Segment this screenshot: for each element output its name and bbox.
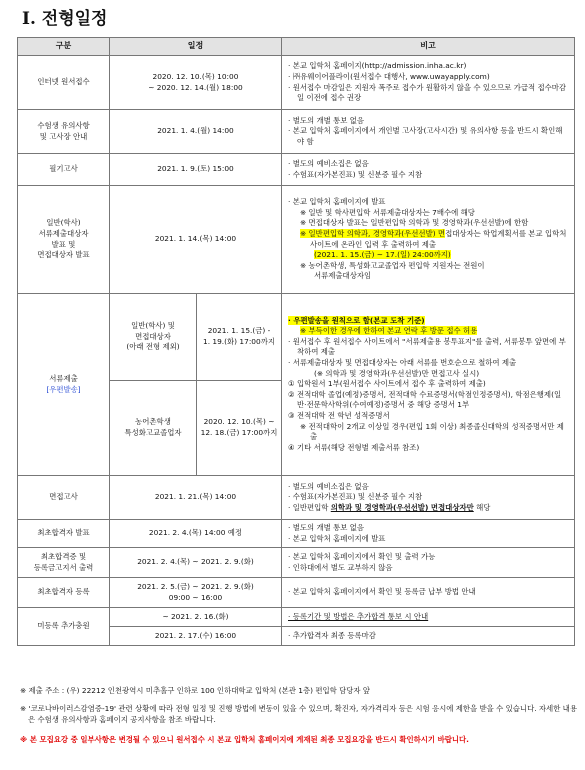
date-interview: 2021. 1. 21.(목) 14:00 xyxy=(110,476,282,520)
row-final-announcement xyxy=(18,520,575,548)
note-interview xyxy=(282,476,575,520)
date-line: 09:00 ~ 16:00 xyxy=(168,592,223,602)
header-note: 비고 xyxy=(282,38,575,56)
label-line: (아래 전형 제외) xyxy=(126,342,180,352)
docs-group-rural-label xyxy=(110,381,197,475)
date-line: 1. 19.(화) 17:00까지 xyxy=(203,337,275,346)
footer-warning: ※ 본 모집요강 중 일부사항은 변경될 수 있으니 원서접수 시 본교 입학처 홈페이지에 게재된 최종 모집요강을 반드시 확인하시기 바랍니다. xyxy=(20,735,469,744)
note-announce xyxy=(282,186,575,294)
note-line: ※ 농어촌학생, 특성화고교졸업자 편입학 지원자는 전원이 xyxy=(300,260,485,270)
highlight-text: ※ 일반편입학 의학과, 경영학과(우선선발) 면 xyxy=(300,228,446,238)
note-line: ① 입학원서 1부(원서접수 사이트에서 접수 후 출력하여 제출) xyxy=(288,379,486,389)
row-document-announcement xyxy=(18,186,575,294)
note-final xyxy=(282,520,575,548)
label-notice xyxy=(18,110,110,154)
note-line: · 별도의 개별 통보 없음 xyxy=(288,115,365,125)
label-internet: 인터넷 원서접수 xyxy=(18,56,110,110)
highlight-text: · 우편발송을 원칙으로 함(본교 도착 기준) xyxy=(288,315,425,325)
note-internet xyxy=(282,56,575,110)
note-line: (※ 의학과 및 경영학과(우선선발)만 면접고사 실시) xyxy=(314,368,480,378)
docs-group-general xyxy=(110,294,282,381)
note-line: · 별도의 예비소집은 없음 xyxy=(288,158,369,168)
label-docs xyxy=(18,294,110,476)
label-extra: 미등록 추가충원 xyxy=(18,608,110,646)
row-interview xyxy=(18,476,575,520)
note-text: 접대상자는 학업계획서를 본교 입학처 사이트에 온라인 입력 후 출력하여 제출 xyxy=(310,228,567,249)
note-line: · 서류제출대상자 및 면접대상자는 아래 서류를 번호순으로 철하여 제출 xyxy=(288,358,517,368)
date-line: 12. 18.(금) 17:00까지 xyxy=(200,428,278,437)
table-header-row xyxy=(18,38,575,56)
note-line: · 본교 입학처 홈페이지에 발표 xyxy=(288,197,386,207)
note-line: · 수험표(자가본진표) 및 신분증 필수 지참 xyxy=(288,492,423,502)
footer-address: ※ 제출 주소 : (우) 22212 인천광역시 미추홀구 인하로 100 인하대학교 입학처 (본관 1층) 편입학 담당자 앞 xyxy=(20,686,371,695)
mail-label: [우편발송] xyxy=(46,384,81,394)
note-line: · 본교 입학처 홈페이지(http://admission.inha.ac.kr) xyxy=(288,61,467,71)
date-line: 2021. 1. 15.(금) - xyxy=(207,326,271,336)
date-extra-2: 2021. 2. 17.(수) 16:00 xyxy=(110,627,282,646)
date-announce: 2021. 1. 14.(목) 14:00 xyxy=(110,186,282,294)
label-print xyxy=(18,548,110,578)
note-line: ※ 일반 및 학사편입학 서류제출대상자는 7배수에 해당 xyxy=(300,207,475,217)
label-line: 수험생 유의사항 xyxy=(37,120,90,130)
label-line: 특성화고교졸업자 xyxy=(124,428,182,437)
label-line: 서류제출대상자 xyxy=(38,228,89,238)
note-line: ③ 전적대학 전 학년 성적증명서 xyxy=(288,410,390,420)
date-final: 2021. 2. 4.(목) 14:00 예정 xyxy=(110,520,282,548)
note-print xyxy=(282,548,575,578)
note-docs xyxy=(282,294,575,476)
label-register: 최초합격자 등록 xyxy=(18,578,110,608)
note-line: · ㈜유웨이어플라이(원서접수 대행사, www.uwayapply.com) xyxy=(288,71,490,81)
header-category: 구분 xyxy=(18,38,110,56)
note-text: 해당 xyxy=(473,502,491,512)
docs-group-rural xyxy=(110,381,282,476)
date-line: ~ 2020. 12. 14.(월) 18:00 xyxy=(148,82,243,92)
note-line: · 별도의 개별 통보 없음 xyxy=(288,523,365,532)
emphasis-text: 의학과 및 경영학과(우선선발) 면접대상자만 xyxy=(330,502,474,512)
label-line: 농어촌학생 xyxy=(135,417,171,427)
date-line: 2021. 2. 5.(금) ~ 2021. 2. 9.(화) xyxy=(137,582,254,592)
label-final: 최초합격자 발표 xyxy=(18,520,110,548)
date-extra-1: ~ 2021. 2. 16.(화) xyxy=(110,608,282,627)
label-announce xyxy=(18,186,110,294)
note-line: 서류제출대상자임 xyxy=(314,271,372,281)
note-line: · 수험표(자가본진표) 및 신분증 필수 지참 xyxy=(288,169,423,179)
note-line: · 인하대에서 별도 교부하지 않음 xyxy=(288,562,393,572)
note-line: ※ 면접대상자 발표는 일반편입학 의학과 및 경영학과(우선선발)에 한함 xyxy=(300,218,529,228)
row-document-submission-1 xyxy=(18,294,575,381)
note-notice xyxy=(282,110,575,154)
label-written: 필기고사 xyxy=(18,154,110,186)
note-line: · 별도의 예비소집은 없음 xyxy=(288,481,369,491)
note-text: · 일반편입학 xyxy=(288,502,331,512)
row-extra-recruit-1 xyxy=(18,608,575,627)
note-line: · 본교 입학처 홈페이지에서 개인별 고사장(고사시간) 및 유의사항 등을 반드시 확인해야 함 xyxy=(288,126,563,146)
row-written-exam xyxy=(18,154,575,186)
docs-group-general-date xyxy=(197,294,281,380)
label-line: 면접대상자 발표 xyxy=(37,250,90,260)
schedule-table xyxy=(17,37,575,646)
label-line: 일반(학사) xyxy=(46,218,81,228)
note-line: ② 전적대학 졸업(예정)증명서, 전적대학 수료증명서(학점인정증명서), 학점은행제(일반·전문학사학위(수여예정)증명서 중 해당 증명서 1부 xyxy=(288,389,562,410)
note-line xyxy=(288,229,568,250)
note-extra-2: · 추가합격자 최종 등록마감 xyxy=(282,627,575,646)
note-written xyxy=(282,154,575,186)
label-line: 및 고사장 안내 xyxy=(39,131,88,141)
footer-covid-notice: ※ '코로나바이러스감염증-19' 관련 상황에 따라 전형 일정 및 진행 방법에 변동이 있을 수 있으며, 확진자, 자가격리자 등은 시험 응시에 제한을 받을 수 있습니다. 자세한 내용은 수험생 유의사항과 홈페이지 공지사항을 참조 바랍니다. xyxy=(20,704,577,724)
label-line: 서류제출 xyxy=(49,373,78,383)
note-line: · 원서접수 마감일은 지원자 폭주로 접수가 원활하지 않을 수 있으므로 가급적 접수마감일 이전에 접수 권장 xyxy=(288,82,567,103)
note-line xyxy=(288,250,568,261)
note-line xyxy=(288,326,568,337)
note-line xyxy=(288,503,568,514)
label-line: 면접대상자 xyxy=(135,331,171,341)
date-register xyxy=(110,578,282,608)
date-line: 2020. 12. 10.(목) 10:00 xyxy=(152,71,239,81)
note-register: · 본교 입학처 홈페이지에서 확인 및 등록금 납부 방법 안내 xyxy=(282,578,575,608)
note-line: · 본교 입학처 홈페이지에서 확인 및 출력 가능 xyxy=(288,552,436,562)
note-line: · 원서접수 후 원서접수 사이트에서 "서류제출용 봉투표지"를 출력, 서류봉투 앞면에 부착하여 제출 xyxy=(288,336,566,357)
note-extra-1 xyxy=(282,608,575,627)
note-line xyxy=(288,316,568,327)
note-line: · 본교 입학처 홈페이지에 발표 xyxy=(288,533,386,543)
date-written: 2021. 1. 9.(토) 15:00 xyxy=(110,154,282,186)
label-line: 최초합격증 및 xyxy=(40,552,87,562)
date-print: 2021. 2. 4.(목) ~ 2021. 2. 9.(화) xyxy=(110,548,282,578)
row-certificate-print xyxy=(18,548,575,578)
highlight-text: (2021. 1. 15.(금) ~ 17.(일) 24:00까지) xyxy=(314,250,451,260)
docs-group-rural-date xyxy=(197,381,281,475)
row-internet-application xyxy=(18,56,575,110)
label-line: 일반(학사) 및 xyxy=(131,321,175,331)
header-schedule: 일정 xyxy=(110,38,282,56)
date-notice: 2021. 1. 4.(월) 14:00 xyxy=(110,110,282,154)
note-line: ④ 기타 서류(해당 전형별 제출서류 참조) xyxy=(288,442,420,452)
row-registration xyxy=(18,578,575,608)
date-internet xyxy=(110,56,282,110)
label-line: 등록금고지서 출력 xyxy=(33,562,94,572)
section-title: I. 전형일정 xyxy=(22,9,108,29)
note-line: ※ 전적대학이 2개교 이상일 경우(편입 1회 이상) 최종졸신대학의 성적증명서만 제출 xyxy=(300,421,564,442)
label-interview: 면접고사 xyxy=(18,476,110,520)
highlight-text: ※ 부득이한 경우에 한하여 본교 연락 후 방문 접수 허용 xyxy=(300,326,478,336)
row-exam-notice xyxy=(18,110,575,154)
date-line: 2020. 12. 10.(목) ~ xyxy=(203,417,275,427)
note-text: · 등록기간 및 방법은 추가합격 통보 시 안내 xyxy=(288,611,429,621)
label-line: 발표 및 xyxy=(51,239,76,249)
docs-group-general-label xyxy=(110,294,197,380)
